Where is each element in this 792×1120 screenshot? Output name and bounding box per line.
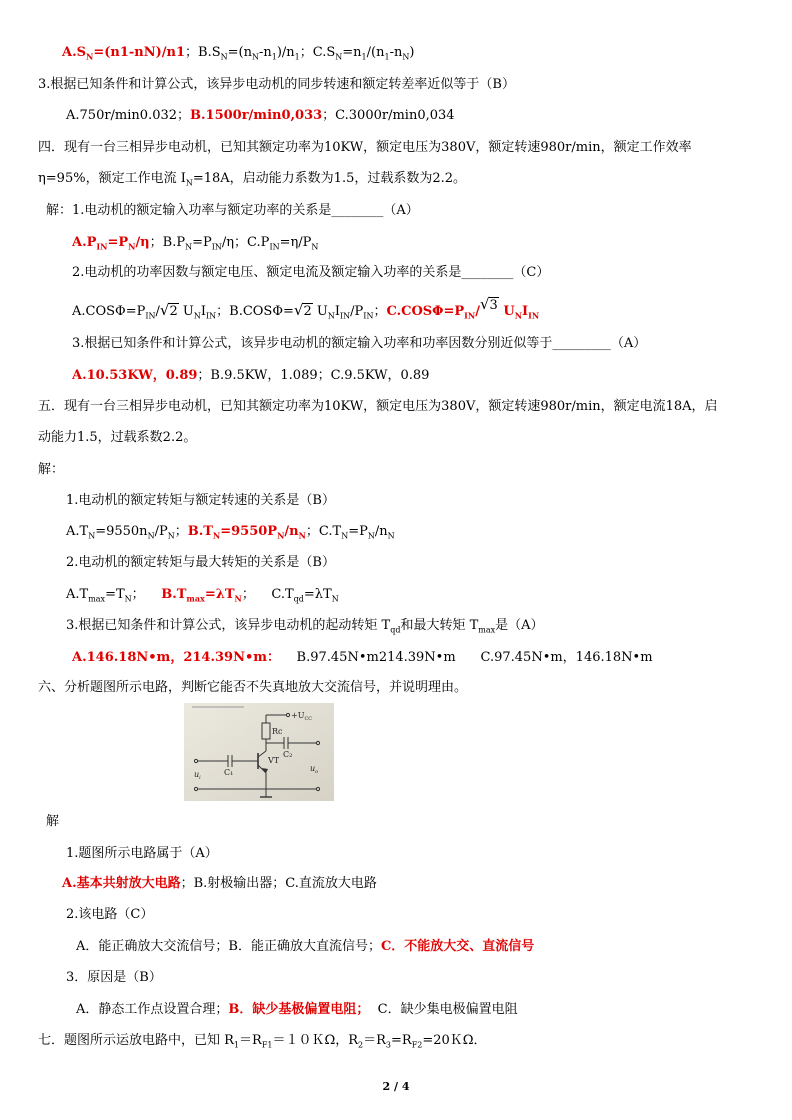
section-heading-7: 七．题图所示运放电路中，已知 $R_1=R_{F1}=10K\Omega$，$R_2=R_3=R_{F2}=20K\Omega$． bbox=[38, 1033, 487, 1050]
page-number: 2 / 4 bbox=[382, 1080, 410, 1093]
svg-text:uo: $u_o$ bbox=[310, 764, 319, 775]
sqrt-symbol: √2 bbox=[293, 301, 312, 319]
question-text: 3.根据已知条件和计算公式，该异步电动机的起动转矩 $T_{qd}$和最大转矩 $T_{max}$是（A） bbox=[66, 618, 544, 635]
section-text: η=95%，额定工作电流 $I_N=18A$，启动能力系数为1.5，过载系数为2.2。 bbox=[38, 171, 467, 188]
option-line: A.750r/min0.032；B.1500r/min0,033；C.3000r/min0,034 bbox=[66, 108, 455, 123]
option-line: A．能正确放大交流信号；B．能正确放大直流信号；C．不能放大交、直流信号 bbox=[76, 939, 535, 954]
solution-label: 解 bbox=[46, 814, 60, 829]
svg-text:VT: VT bbox=[268, 756, 280, 765]
question-text: 3.根据已知条件和计算公式，该异步电动机的同步转速和额定转差率近似等于（B） bbox=[38, 77, 515, 92]
option-line: A.基本共射放大电路；B.射极输出器；C.直流放大电路 bbox=[62, 876, 377, 891]
svg-text:C₂: C₂ bbox=[283, 750, 293, 759]
question-text: 解：1.电动机的额定输入功率与额定功率的关系是________（A） bbox=[46, 203, 419, 218]
svg-text:C₁: C₁ bbox=[224, 768, 234, 777]
option-line: $A.T_N=9550n_N/P_N$；$B.T_N=9550P_N/n_N$；$C.T_N=P_N/n_N$ bbox=[66, 524, 395, 541]
question-text: 3.根据已知条件和计算公式，该异步电动机的额定输入功率和功率因数分别近似等于_________（A） bbox=[72, 336, 647, 351]
section-heading-5: 五．现有一台三相异步电动机，已知其额定功率为10KW，额定电压为380V，额定转速980r/min，额定电流18A，启 bbox=[38, 399, 718, 414]
svg-text:ui: $u_i$ bbox=[194, 770, 201, 781]
question-text: 1.电动机的额定转矩与额定转速的关系是（B） bbox=[66, 493, 335, 508]
option-line: A．静态工作点设置合理；B．缺少基极偏置电阻； C．缺少集电极偏置电阻 bbox=[76, 1002, 518, 1017]
option-line: $A.T_{max}=T_N$； $B.T_{max}=\lambda T_N$； $C.T_{qd}=\lambda T_N$ bbox=[66, 587, 339, 604]
question-text: 1.题图所示电路属于（A） bbox=[66, 846, 218, 861]
option-line-slip-formula: $A.S_N=(n1-nN)/n1$；$B.S_N=(n_N-n_1)/n_1$；$C.S_N=n_1/(n_1-n_N)$ bbox=[62, 45, 415, 62]
section-heading-4: 四．现有一台三相异步电动机，已知其额定功率为10KW，额定电压为380V，额定转速980r/min，额定工作效率 bbox=[38, 140, 692, 155]
circuit-diagram bbox=[184, 703, 334, 801]
option-line-power-factor: $A.COS\Phi=P_{IN}/√2$ $U_NI_{IN}$；B.COSΦ=√2 $U_NI_{IN}/P_{IN}$；$C.COS\Phi=P_{IN}/√3$ $U_NI_{IN}$ bbox=[72, 295, 540, 321]
sqrt-symbol: √3 bbox=[479, 295, 498, 313]
sqrt-symbol: √2 bbox=[159, 301, 178, 319]
option-line: A.146.18N•m，214.39N•m： B.97.45N•m214.39N•m C.97.45N•m，146.18N•m bbox=[72, 650, 653, 665]
svg-text:Rc: Rc bbox=[272, 727, 283, 736]
solution-label: 解： bbox=[38, 462, 65, 477]
question-text: 2.电动机的功率因数与额定电压、额定电流及额定输入功率的关系是________（C） bbox=[72, 265, 550, 280]
section-heading-6: 六、分析题图所示电路，判断它能否不失真地放大交流信号，并说明理由。 bbox=[38, 680, 468, 695]
section-text: 动能力1.5，过载系数2.2。 bbox=[38, 430, 197, 445]
option-line: A.10.53KW，0.89；B.9.5KW，1.089；C.9.5KW，0.89 bbox=[72, 368, 430, 383]
svg-text:+UCC: $+U_{CC}$ bbox=[291, 711, 313, 722]
option-line: $A.P_{IN}=P_N/\eta$；$B.P_N=P_{IN}/\eta$；$C.P_{IN}=\eta/P_N$ bbox=[72, 235, 319, 252]
question-text: 2.该电路（C） bbox=[66, 907, 154, 922]
question-text: 3．原因是（B） bbox=[66, 970, 162, 985]
question-text: 2.电动机的额定转矩与最大转矩的关系是（B） bbox=[66, 555, 335, 570]
